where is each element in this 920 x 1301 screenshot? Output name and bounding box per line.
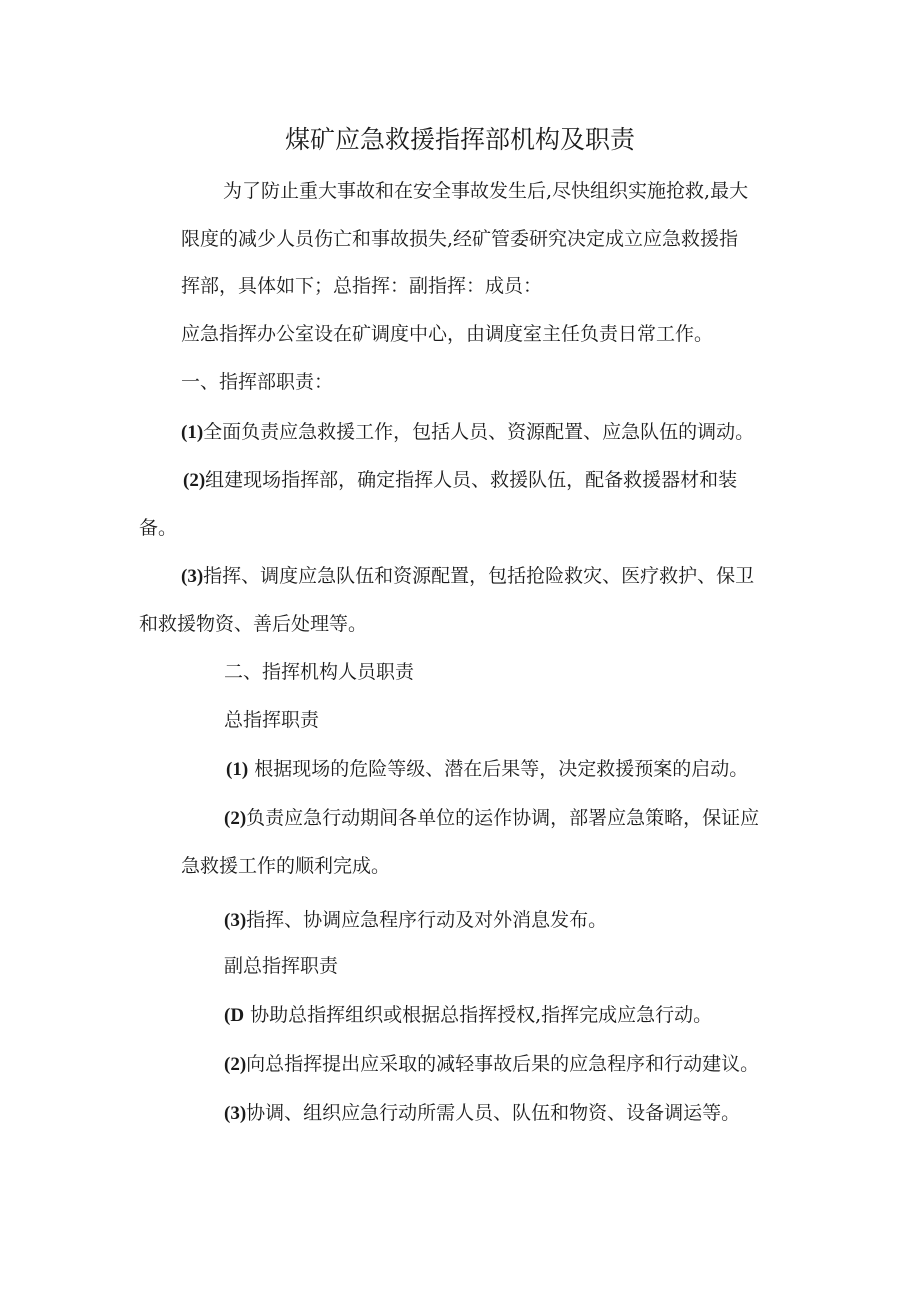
item-text: 指挥、调度应急队伍和资源配置，包括抢险救灾、医疗救护、保卫 — [203, 565, 755, 587]
chief-item-3 — [224, 908, 607, 933]
chief-item-2-cont: 急救援工作的顺利完成。 — [181, 855, 391, 877]
section2-heading: 二、指挥机构人员职责 — [224, 661, 415, 683]
item-number: (3) — [224, 910, 247, 931]
deputy-item-2 — [224, 1052, 759, 1077]
item-text: 协调、组织应急行动所需人员、队伍和物资、设备调运等。 — [246, 1102, 741, 1124]
chief-heading: 总指挥职责 — [224, 709, 320, 731]
item-text: 组建现场指挥部，确定指挥人员、救援队伍，配备救援器材和装 — [205, 469, 738, 491]
intro-line-1: 为了防止重大事故和在安全事故发生后,尽快组织实施抢救,最大 — [223, 180, 749, 202]
item-text: 向总指挥提出应采取的减轻事故后果的应急程序和行动建议。 — [246, 1053, 760, 1075]
deputy-item-3 — [224, 1101, 740, 1126]
office-paragraph: 应急指挥办公室设在矿调度中心，由调度室主任负责日常工作。 — [181, 323, 714, 345]
section1-item-2-cont: 备。 — [139, 517, 178, 539]
document-title: 煤矿应急救援指挥部机构及职责 — [284, 125, 635, 154]
chief-item-1 — [226, 757, 748, 782]
item-number: (1) — [226, 759, 249, 780]
intro-line-3: 挥部，具体如下；总指挥：副指挥：成员： — [181, 275, 543, 297]
deputy-item-1 — [224, 1003, 712, 1028]
section1-heading: 一、指挥部职责： — [181, 371, 334, 393]
item-number: (2) — [224, 808, 247, 829]
item-number: (2) — [183, 470, 206, 491]
chief-item-2 — [224, 806, 759, 831]
section1-item-2 — [183, 468, 737, 493]
item-number: (3) — [181, 566, 204, 587]
item-number: (D — [224, 1005, 245, 1026]
item-number: (2) — [224, 1054, 247, 1075]
section1-item-1 — [181, 420, 754, 445]
intro-line-2: 限度的减少人员伤亡和事故损失,经矿管委研究决定成立应急救援指 — [181, 228, 739, 250]
item-number: (3) — [224, 1103, 247, 1124]
item-text: 全面负责应急救援工作，包括人员、资源配置、应急队伍的调动。 — [203, 421, 755, 443]
item-number: (1) — [181, 422, 204, 443]
section1-item-3-cont: 和救援物资、善后处理等。 — [139, 613, 368, 635]
item-text: 根据现场的危险等级、潜在后果等，决定救援预案的启动。 — [254, 758, 749, 780]
item-text: 协助总指挥组织或根据总指挥授权,指挥完成应急行动。 — [250, 1004, 713, 1026]
deputy-heading: 副总指挥职责 — [224, 955, 339, 977]
item-text: 负责应急行动期间各单位的运作协调，部署应急策略，保证应 — [246, 807, 760, 829]
item-text: 指挥、协调应急程序行动及对外消息发布。 — [246, 909, 608, 931]
section1-item-3 — [181, 564, 754, 589]
